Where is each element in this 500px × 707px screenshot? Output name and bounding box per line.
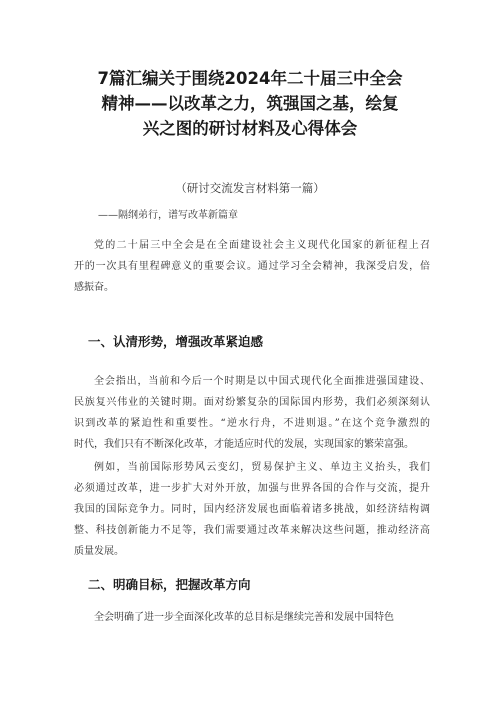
- paragraph-line: 例如，当前国际形势风云变幻，贸易保护主义、单边主义抬头，我们: [94, 462, 430, 473]
- paragraph-situation: [74, 371, 430, 455]
- paragraph-example: [74, 457, 430, 562]
- paragraph-line: 必须通过改革，进一步扩大对外开放，加强与世界各国的合作与交流，提升: [74, 483, 430, 494]
- paragraph-line: 我国的国际竞争力。同时，国内经济发展也面临着诸多挑战，如经济结构调: [74, 504, 430, 515]
- document-subheading: （研讨交流发言材料第一篇）: [175, 181, 325, 195]
- paragraph-goal: [74, 607, 430, 628]
- paragraph-intro: [74, 235, 430, 298]
- paragraph-line: 感振奋。: [74, 282, 114, 293]
- title-line: 精神——以改革之力，筑强国之基，绘复: [101, 94, 399, 113]
- paragraph-line: 开的一次具有里程碑意义的重要会议。通过学习全会精神，我深受启发，倍: [74, 261, 430, 272]
- paragraph-line: 质量发展。: [74, 546, 124, 557]
- section-heading-1: 一、认清形势，增强改革紧迫感: [88, 334, 264, 349]
- document-tagline: ——隔纲弟行，谱写改革新篇章: [98, 210, 238, 221]
- section-heading-2: 二、明确目标，把握改革方向: [88, 577, 251, 592]
- paragraph-line: 识到改革的紧迫性和重要性。“逆水行舟，不进则退。”在这个竞争激烈的: [74, 418, 430, 429]
- title-line: 兴之图的研讨材料及心得体会: [142, 119, 358, 138]
- document-title: [70, 66, 430, 141]
- paragraph-line: 全会指出，当前和今后一个时期是以中国式现代化全面推进强国建设、: [94, 376, 430, 387]
- paragraph-line: 整、科技创新能力不足等，我们需要通过改革来解决这些问题，推动经济高: [74, 525, 430, 536]
- paragraph-line: 时代，我们只有不断深化改革，才能适应时代的发展，实现国家的繁荣富强。: [74, 439, 414, 450]
- title-line: 7篇汇编关于围绕2024年二十届三中全会: [97, 69, 403, 88]
- paragraph-line: 全会明确了进一步全面深化改革的总目标是继续完善和发展中国特色: [94, 612, 394, 623]
- paragraph-line: 党的二十届三中全会是在全面建设社会主义现代化国家的新征程上召: [94, 240, 430, 251]
- paragraph-line: 民族复兴伟业的关键时期。面对纷繁复杂的国际国内形势，我们必须深刻认: [74, 397, 430, 408]
